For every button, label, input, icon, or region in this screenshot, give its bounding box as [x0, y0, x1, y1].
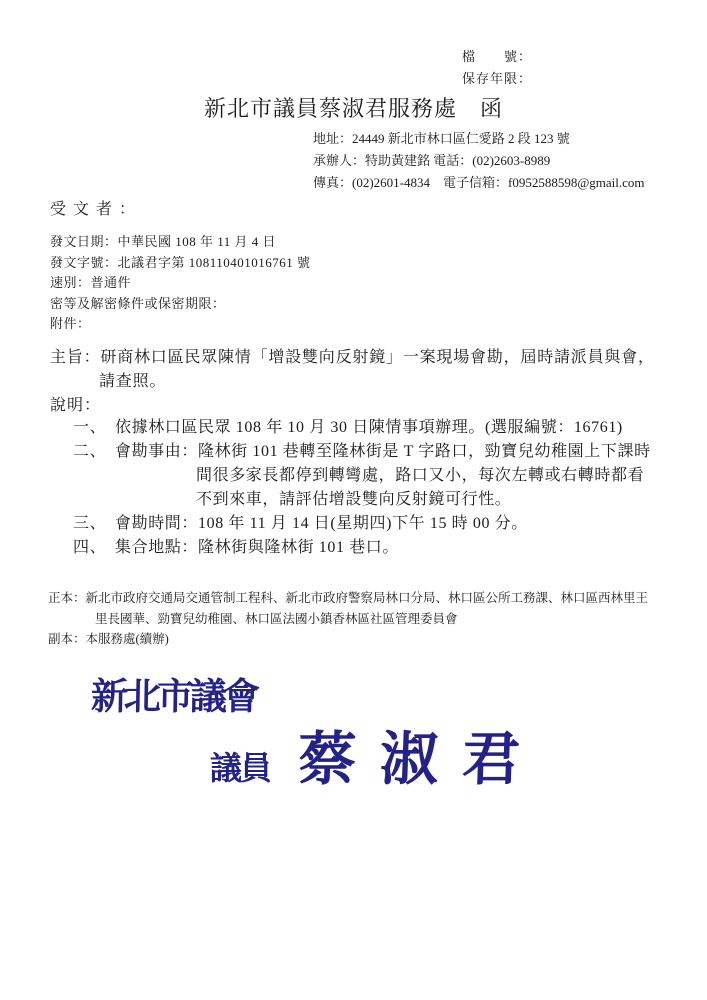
explanation-item-2: [73, 440, 693, 512]
item-line: 不到來車，請評估增設雙向反射鏡可行性。: [196, 491, 512, 508]
item-number: 一、: [73, 419, 107, 436]
item-number: 四、: [73, 539, 107, 556]
archive-block: [462, 46, 532, 90]
item-line: 依據林口區民眾 108 年 10 月 30 日陳情事項辦理。(選服編號：16761): [115, 419, 623, 436]
explanation-items: [73, 416, 693, 560]
original-copy-line-2: 里長國華、勁寶兒幼稚園、林口區法國小鎮香林區社區管理委員會: [95, 611, 458, 626]
item-line: 集合地點：隆林街與隆林街 101 巷口。: [115, 539, 400, 556]
explanation-item-3: [73, 512, 693, 536]
cc-copy-label: 副本：: [48, 632, 86, 647]
file-number-label: 檔 號：: [462, 49, 533, 64]
subject-block: [50, 346, 680, 394]
sender-contact: 承辦人：特助黃建銘 電話：(02)2603-8989: [313, 153, 551, 168]
document-meta-block: [50, 232, 311, 335]
delivery-speed: 速別：普通件: [50, 275, 132, 290]
explanation-item-1: [73, 416, 693, 440]
subject-line-2: 請查照。: [99, 373, 167, 390]
item-line: 會勘事由：隆林街 101 巷轉至隆林街是 T 字路口，勁寶兒幼稚園上下課時: [115, 443, 651, 460]
sender-fax-email: 傳真：(02)2601-4834 電子信箱：f0952588598@gmail.com: [313, 175, 645, 190]
item-number: 二、: [73, 443, 107, 460]
original-copy-line-1: [48, 588, 688, 609]
sender-info-block: [313, 128, 645, 194]
original-copy-label: 正本：: [48, 591, 86, 605]
subject-label: 主旨：: [50, 349, 101, 366]
cc-copy-line: [48, 629, 688, 650]
attachment-label: 附件：: [50, 316, 91, 331]
councilor-signature: [210, 728, 544, 792]
original-copy-recipients: 新北市政府交通局交通管制工程科、新北市政府警察局林口分局、林口區公所工務課、林口區西林里王: [85, 591, 649, 605]
sender-address: 地址：24449 新北市林口區仁愛路 2 段 123 號: [313, 131, 570, 146]
copies-block: [48, 588, 688, 650]
signature-role: 議員: [210, 750, 271, 786]
signature-name: 蔡淑君: [296, 727, 546, 792]
document-number: 發文字號：北議君字第 108110401016761 號: [50, 254, 311, 270]
item-number: 三、: [73, 515, 107, 532]
item-line: 會勘時間：108 年 11 月 14 日(星期四)下午 15 時 00 分。: [115, 515, 528, 532]
cc-copy-recipient: 本服務處(續辦): [85, 632, 169, 647]
secrecy-level: 密等及解密條件或保密期限：: [50, 295, 226, 311]
item-line: 間很多家長都停到轉彎處，路口又小，每次左轉或右轉時都看: [196, 467, 645, 484]
issue-date: 發文日期：中華民國 108 年 11 月 4 日: [50, 234, 277, 249]
retention-period-label: 保存年限：: [462, 71, 533, 86]
document-title: 新北市議員蔡淑君服務處 函: [203, 96, 503, 121]
explanation-item-4: [73, 536, 693, 560]
council-stamp: 新北市議會: [90, 677, 257, 718]
subject-line-1: [50, 346, 680, 370]
subject-text: 研商林口區民眾陳情「增設雙向反射鏡」一案現場會勘，屆時請派員與會，: [100, 349, 655, 366]
recipient-label: 受文者：: [50, 201, 143, 218]
explanation-label: 說明：: [50, 397, 102, 414]
